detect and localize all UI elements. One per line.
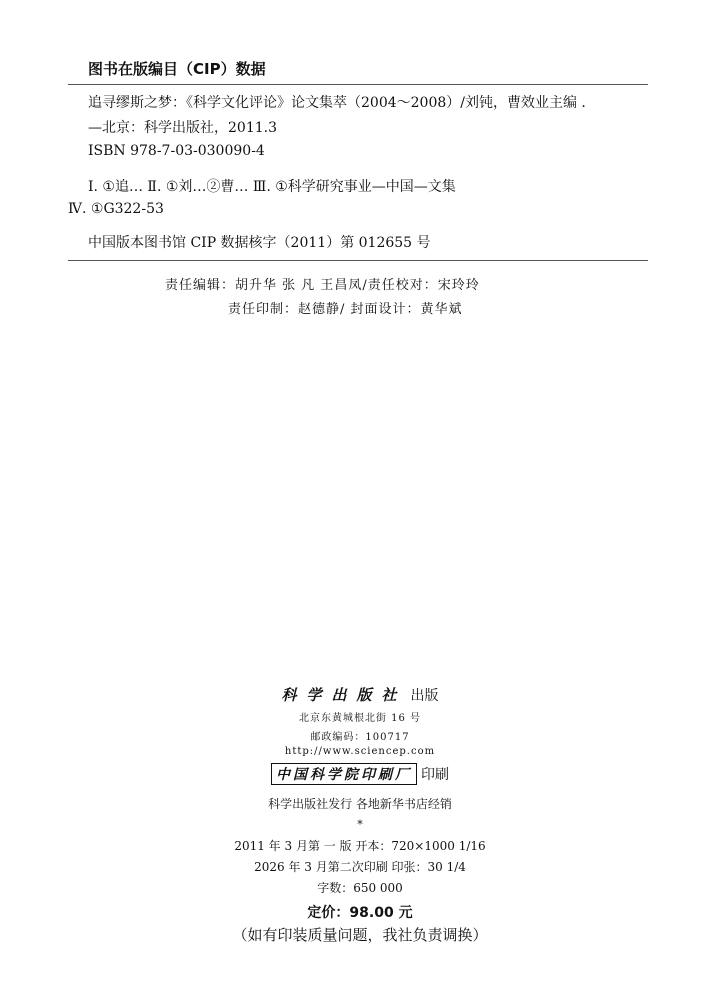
publisher-url: http://www.sciencep.com <box>284 746 436 757</box>
printer-line <box>0 763 720 785</box>
first-edition-line: 2011 年 3 月第 一 版 开本：720×1000 1/16 <box>234 839 486 853</box>
cip-line-isbn: ISBN 978-7-03-030090-4 <box>88 143 265 159</box>
cip-line-classification: Ⅳ. ①G322-53 <box>68 201 164 217</box>
cip-top-rule <box>68 84 648 85</box>
publisher-address: 北京东黄城根北街 16 号 <box>298 713 422 724</box>
printing-line: 2026 年 3 月第二次印刷 印张：30 1/4 <box>254 860 466 874</box>
printer-suffix: 印刷 <box>421 767 449 783</box>
word-count: 字数：650 000 <box>317 881 403 895</box>
production-credits: 责任印制：赵德静/ 封面设计：黄华斌 <box>228 302 463 317</box>
printer-logo: 中国科学院印刷厂 <box>271 763 417 785</box>
quality-note: （如有印装质量问题，我社负责调换） <box>232 926 488 944</box>
separator-star: * <box>357 818 363 831</box>
publisher-suffix: 出版 <box>410 688 439 704</box>
publisher-line <box>0 684 720 705</box>
cip-title: 图书在版编目（CIP）数据 <box>88 60 266 78</box>
cip-bottom-rule <box>68 260 648 261</box>
cip-line-publisher: —北京：科学出版社，2011.3 <box>88 120 277 136</box>
distribution-line: 科学出版社发行 各地新华书店经销 <box>268 797 452 811</box>
cip-line-title: 追寻缪斯之梦：《科学文化评论》论文集萃（2004～2008）/刘钝，曹效业主编 . <box>88 95 586 111</box>
publisher-logo: 科学出版社 <box>281 686 407 704</box>
cip-line-subjects: Ⅰ. ①追… Ⅱ. ①刘…②曹… Ⅲ. ①科学研究事业—中国—文集 <box>88 179 456 195</box>
cip-line-record-number: 中国版本图书馆 CIP 数据核字（2011）第 012655 号 <box>88 235 431 251</box>
price: 定价：98.00 元 <box>307 905 413 921</box>
postal-code: 邮政编码：100717 <box>310 732 410 743</box>
editor-credits: 责任编辑：胡升华 张 凡 王昌凤/责任校对：宋玲玲 <box>165 278 480 293</box>
